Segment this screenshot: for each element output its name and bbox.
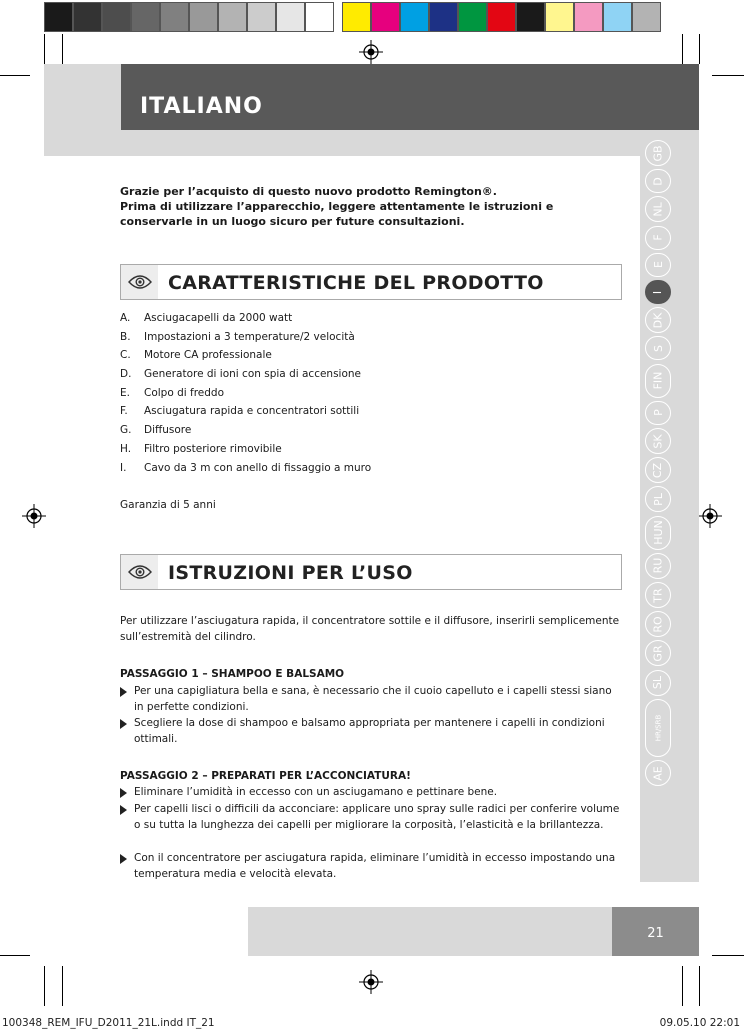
bullet-triangle-icon — [120, 687, 127, 697]
eye-icon — [121, 265, 158, 299]
file-slug: 100348_REM_IFU_D2011_21L.indd IT_21 — [2, 1017, 215, 1029]
feature-letter: F. — [120, 405, 128, 418]
eye-icon — [121, 555, 158, 589]
color-calibration-bar — [44, 2, 661, 32]
bullet-item: Con il concentratore per asciugatura rapida, eliminare l’umidità in eccesso impostando una temperatura media e velocità elevata. — [120, 851, 620, 882]
feature-text: Colpo di freddo — [144, 386, 225, 399]
language-tab: TR — [645, 582, 671, 608]
language-tab: D — [645, 169, 671, 193]
feature-text: Filtro posteriore rimovibile — [144, 442, 282, 455]
crop-mark — [44, 34, 45, 64]
language-tab: RO — [645, 611, 671, 637]
bullet-triangle-icon — [120, 854, 127, 864]
feature-letter: E. — [120, 386, 130, 399]
color-swatch — [102, 2, 131, 32]
language-tab: E — [645, 253, 671, 277]
step-2-heading: PASSAGGIO 2 – PREPARATI PER L’ACCONCIATURA! — [120, 770, 411, 782]
language-tab: P — [645, 401, 671, 425]
registration-mark — [698, 504, 722, 528]
language-tab: I — [645, 280, 671, 304]
color-swatch — [276, 2, 305, 32]
bullet-item: Per una capigliatura bella e sana, è necessario che il cuoio capelluto e i capelli stessi siano in perfette condizioni. — [120, 684, 620, 715]
instructions-intro: Per utilizzare l’asciugatura rapida, il concentratore sottile e il diffusore, inserirli semplicemente sull’estremità del cilindro. — [120, 615, 620, 643]
language-tab: HUN — [645, 516, 671, 550]
color-swatch — [44, 2, 73, 32]
language-tab: AE — [645, 760, 671, 786]
warranty-text: Garanzia di 5 anni — [120, 499, 216, 511]
language-tab: GB — [645, 140, 671, 166]
language-tab: FIN — [645, 364, 671, 398]
feature-text: Generatore di ioni con spia di accensione — [144, 368, 362, 381]
color-swatch — [73, 2, 102, 32]
color-swatch — [458, 2, 487, 32]
crop-mark — [699, 966, 700, 1006]
color-swatch — [603, 2, 632, 32]
language-tab: F — [645, 226, 671, 250]
feature-text: Cavo da 3 m con anello di fissaggio a muro — [144, 461, 372, 474]
color-swatch — [371, 2, 400, 32]
crop-mark — [44, 966, 45, 1006]
feature-text: Asciugacapelli da 2000 watt — [144, 312, 293, 324]
color-swatch — [574, 2, 603, 32]
color-swatch — [400, 2, 429, 32]
crop-mark — [62, 966, 63, 1006]
color-swatch — [247, 2, 276, 32]
language-tab: GR — [645, 640, 671, 666]
crop-mark — [682, 34, 683, 64]
crop-mark — [699, 34, 700, 64]
registration-mark — [22, 504, 46, 528]
step-1-heading: PASSAGGIO 1 – SHAMPOO E BALSAMO — [120, 668, 345, 680]
feature-item — [120, 312, 371, 331]
feature-item — [120, 368, 371, 387]
language-tab: SK — [645, 428, 671, 454]
color-swatch — [305, 2, 334, 32]
feature-item — [120, 424, 371, 443]
intro-text — [120, 184, 620, 229]
language-tab: SL — [645, 670, 671, 696]
feature-list — [120, 312, 371, 480]
registration-mark — [359, 970, 383, 994]
crop-mark — [682, 966, 683, 1006]
language-tab: DK — [645, 307, 671, 333]
color-swatch — [160, 2, 189, 32]
color-swatch — [487, 2, 516, 32]
color-swatch — [189, 2, 218, 32]
feature-text: Impostazioni a 3 temperature/2 velocità — [144, 330, 355, 343]
feature-letter: D. — [120, 368, 132, 381]
language-tab: NL — [645, 196, 671, 222]
feature-item — [120, 462, 371, 481]
bullet-item: Scegliere la dose di shampoo e balsamo appropriata per mantenere i capelli in condizioni ottimali. — [120, 716, 620, 747]
section-title: ISTRUZIONI PER L’USO — [168, 562, 413, 584]
feature-text: Asciugatura rapida e concentratori sottili — [144, 405, 360, 418]
intro-line-1: Grazie per l’acquisto di questo nuovo prodotto Remington®. — [120, 185, 497, 198]
language-tab: CZ — [645, 457, 671, 483]
bullet-triangle-icon — [120, 719, 127, 729]
section-title: CARATTERISTICHE DEL PRODOTTO — [168, 272, 544, 294]
section-header-features — [120, 264, 622, 300]
feature-item — [120, 405, 371, 424]
crop-mark — [62, 34, 63, 64]
feature-text: Motore CA professionale — [144, 349, 272, 362]
feature-item — [120, 387, 371, 406]
feature-item — [120, 349, 371, 368]
feature-letter: H. — [120, 442, 132, 455]
page-number: 21 — [647, 926, 664, 941]
color-swatch — [342, 2, 371, 32]
color-swatch — [632, 2, 661, 32]
bullet-item: Eliminare l’umidità in eccesso con un asciugamano e pettinare bene. — [120, 785, 620, 801]
color-swatch — [545, 2, 574, 32]
bullet-triangle-icon — [120, 788, 127, 798]
feature-letter: I. — [120, 461, 127, 474]
intro-line-2: Prima di utilizzare l’apparecchio, leggere attentamente le istruzioni e conservarle in un luogo sicuro per future consultazioni. — [120, 200, 554, 228]
crop-mark — [0, 75, 30, 76]
crop-mark — [712, 75, 744, 76]
crop-mark — [0, 955, 30, 956]
color-swatch — [131, 2, 160, 32]
color-swatch — [516, 2, 545, 32]
feature-letter: B. — [120, 330, 131, 343]
language-tab: PL — [645, 486, 671, 512]
language-tab: HR/SRB — [645, 699, 671, 757]
language-tab: RU — [645, 553, 671, 579]
bullet-triangle-icon — [120, 805, 127, 815]
bullet-item: Per capelli lisci o difficili da acconciare: applicare uno spray sulle radici per conferire volume o su tutta la lunghezza dei capelli per migliorare la corposità, l’elasticità e la brillantezza. — [120, 802, 620, 833]
feature-item — [120, 331, 371, 350]
registration-mark — [359, 40, 383, 64]
feature-letter: G. — [120, 424, 132, 437]
feature-text: Diffusore — [144, 424, 192, 437]
color-swatch — [218, 2, 247, 32]
feature-letter: A. — [120, 312, 131, 324]
section-header-instructions — [120, 554, 622, 590]
color-swatch — [429, 2, 458, 32]
file-date: 09.05.10 22:01 — [659, 1017, 740, 1029]
feature-letter: C. — [120, 349, 131, 362]
crop-mark — [712, 955, 744, 956]
language-tab: S — [645, 336, 671, 360]
feature-item — [120, 443, 371, 462]
page-title: ITALIANO — [140, 94, 263, 119]
